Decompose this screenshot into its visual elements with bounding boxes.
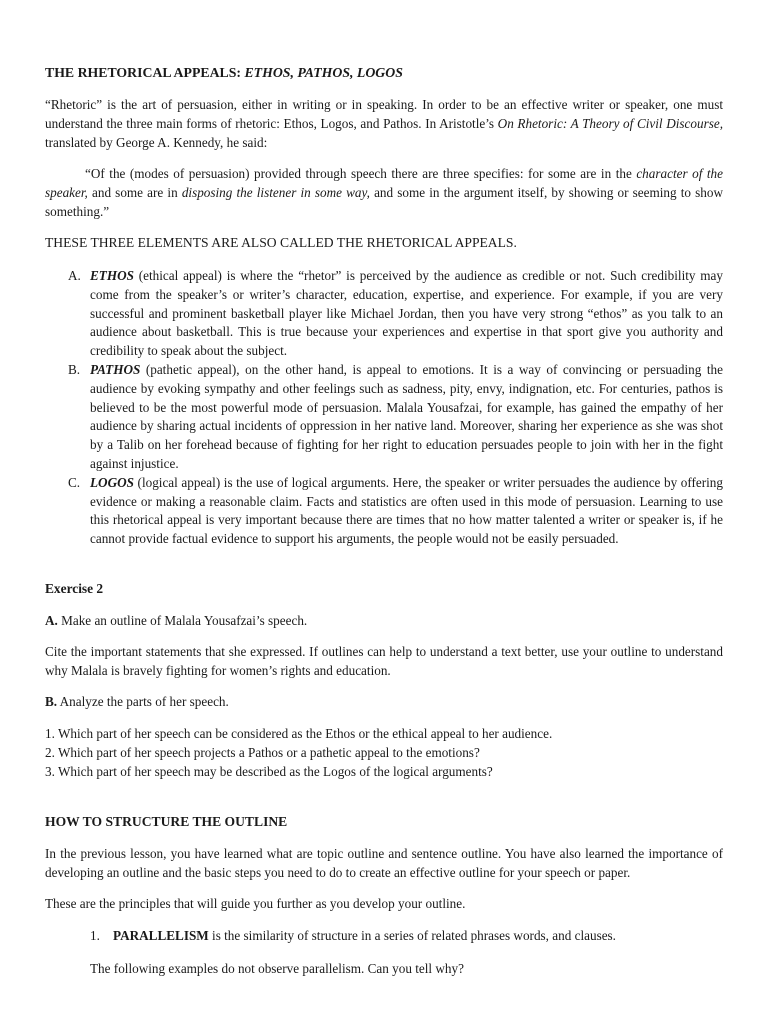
exercise-heading: Exercise 2 [45, 581, 104, 596]
appeal-marker: A. [68, 268, 81, 283]
principle-text: is the similarity of structure in a series of related phrases words, and clauses. [208, 928, 616, 943]
title-italic: ETHOS, PATHOS, LOGOS [244, 65, 403, 80]
question-item: 2. Which part of her speech projects a Pathos or a pathetic appeal to the emotions? [45, 744, 480, 760]
appeal-text: (pathetic appeal), on the other hand, is appeal to emotions. It is a way of convincing or persuading the audience by evoking sympathy and other feelings such as sadness, pity, envy, indignation, etc. For centuries, pathos is believed to be the most powerful mode of persuasion. Malala Yousafzai, for example, has gained the empathy of her audience by sharing actual incidents of oppression in her native land. Moreover, sharing her experience as she was shot by a Talib on her forehead because of fighting for her right to education persuades people to join with her in the fight against injustice. [90, 361, 723, 471]
appeal-term: PATHOS [90, 361, 141, 377]
quote-italic-2: disposing the listener in some way, [181, 184, 370, 200]
appeal-term: ETHOS [90, 268, 134, 283]
principles-intro: These are the principles that will guide you further as you develop your outline. [45, 896, 466, 911]
question-item: 3. Which part of her speech may be described as the Logos of the logical arguments? [45, 763, 493, 779]
appeal-item-pathos [45, 361, 723, 474]
quote-italic-1: character of the speaker, [45, 166, 723, 200]
appeal-marker: C. [68, 474, 81, 490]
structure-heading: HOW TO STRUCTURE THE OUTLINE [45, 814, 288, 829]
appeal-term: LOGOS [90, 474, 134, 490]
exercise-part-b [45, 693, 723, 712]
quote-text-2: and some are in [87, 184, 182, 200]
appeal-text: (logical appeal) is the use of logical arguments. Here, the speaker or writer persuades the audience by offering evidence or making a reasonable claim. Facts and statistics are often used in this mode of persuasion. Learning to use this rhetorical appeal is very important because there are times that no how matter talented a writer or speaker is, if he cannot provide factual evidence to support his arguments, the people would not be easily persuaded. [90, 474, 723, 547]
part-a-label: A. [45, 613, 58, 628]
parallelism-example-prompt: The following examples do not observe parallelism. Can you tell why? [90, 961, 464, 976]
part-a-text: Make an outline of Malala Yousafzai’s speech. [57, 613, 308, 628]
appeals-list [45, 267, 723, 549]
part-b-label: B. [45, 694, 58, 709]
exercise-cite-instructions: Cite the important statements that she expressed. If outlines can help to understand a text better, use your outline to understand why Malala is bravely fighting for women’s rights and education. [45, 644, 723, 678]
appeal-item-logos [45, 474, 723, 549]
intro-text-1: “Rhetoric” is the art of persuasion, either in writing or in speaking. In order to be an effective writer or speaker, one must understand the three main forms of rhetoric: Ethos, Logos, and Pathos. In Aristotle’s [45, 97, 723, 131]
appeal-text: (ethical appeal) is where the “rhetor” is perceived by the audience as credible or not. Such credibility may come from the speaker’s or writer’s character, education, expertise, and experience. For example, if you are very successful and prominent basketball player like Michael Jordan, then you have very strong “ethos” as you talk to an audience about basketball. This is true because your experiences and expertise in that sport give you authority and credibility to speak about the subject. [90, 268, 723, 359]
quote-text-1: “Of the (modes of persuasion) provided through speech there are three specifies: for some are in the [85, 166, 637, 181]
appeal-item-ethos [45, 267, 723, 361]
quote-text-3: and some in the argument itself, by showing or seeming to show something.” [45, 184, 724, 219]
page-title [45, 64, 723, 83]
intro-book-title: On Rhetoric: A Theory of Civil Discourse, [497, 115, 724, 131]
exercise-part-a [45, 612, 723, 631]
principle-number: 1. [90, 928, 100, 943]
question-item: 1. Which part of her speech can be considered as the Ethos or the ethical appeal to her audience. [45, 726, 553, 741]
principle-item-parallelism [90, 927, 723, 946]
intro-text-2: translated by George A. Kennedy, he said: [45, 134, 268, 150]
title-prefix: THE RHETORICAL APPEALS: [45, 65, 245, 80]
appeals-heading: THESE THREE ELEMENTS ARE ALSO CALLED THE RHETORICAL APPEALS. [45, 235, 517, 250]
intro-paragraph [45, 96, 723, 152]
principle-term: PARALLELISM [113, 928, 209, 943]
appeal-marker: B. [68, 361, 81, 377]
part-b-text: Analyze the parts of her speech. [57, 694, 229, 709]
previous-lesson-paragraph: In the previous lesson, you have learned what are topic outline and sentence outline. You have also learned the importance of developing an outline and the basic steps you need to do to create an effective outline for your speech or paper. [45, 846, 723, 880]
aristotle-quote [45, 165, 723, 221]
exercise-questions [45, 725, 723, 781]
